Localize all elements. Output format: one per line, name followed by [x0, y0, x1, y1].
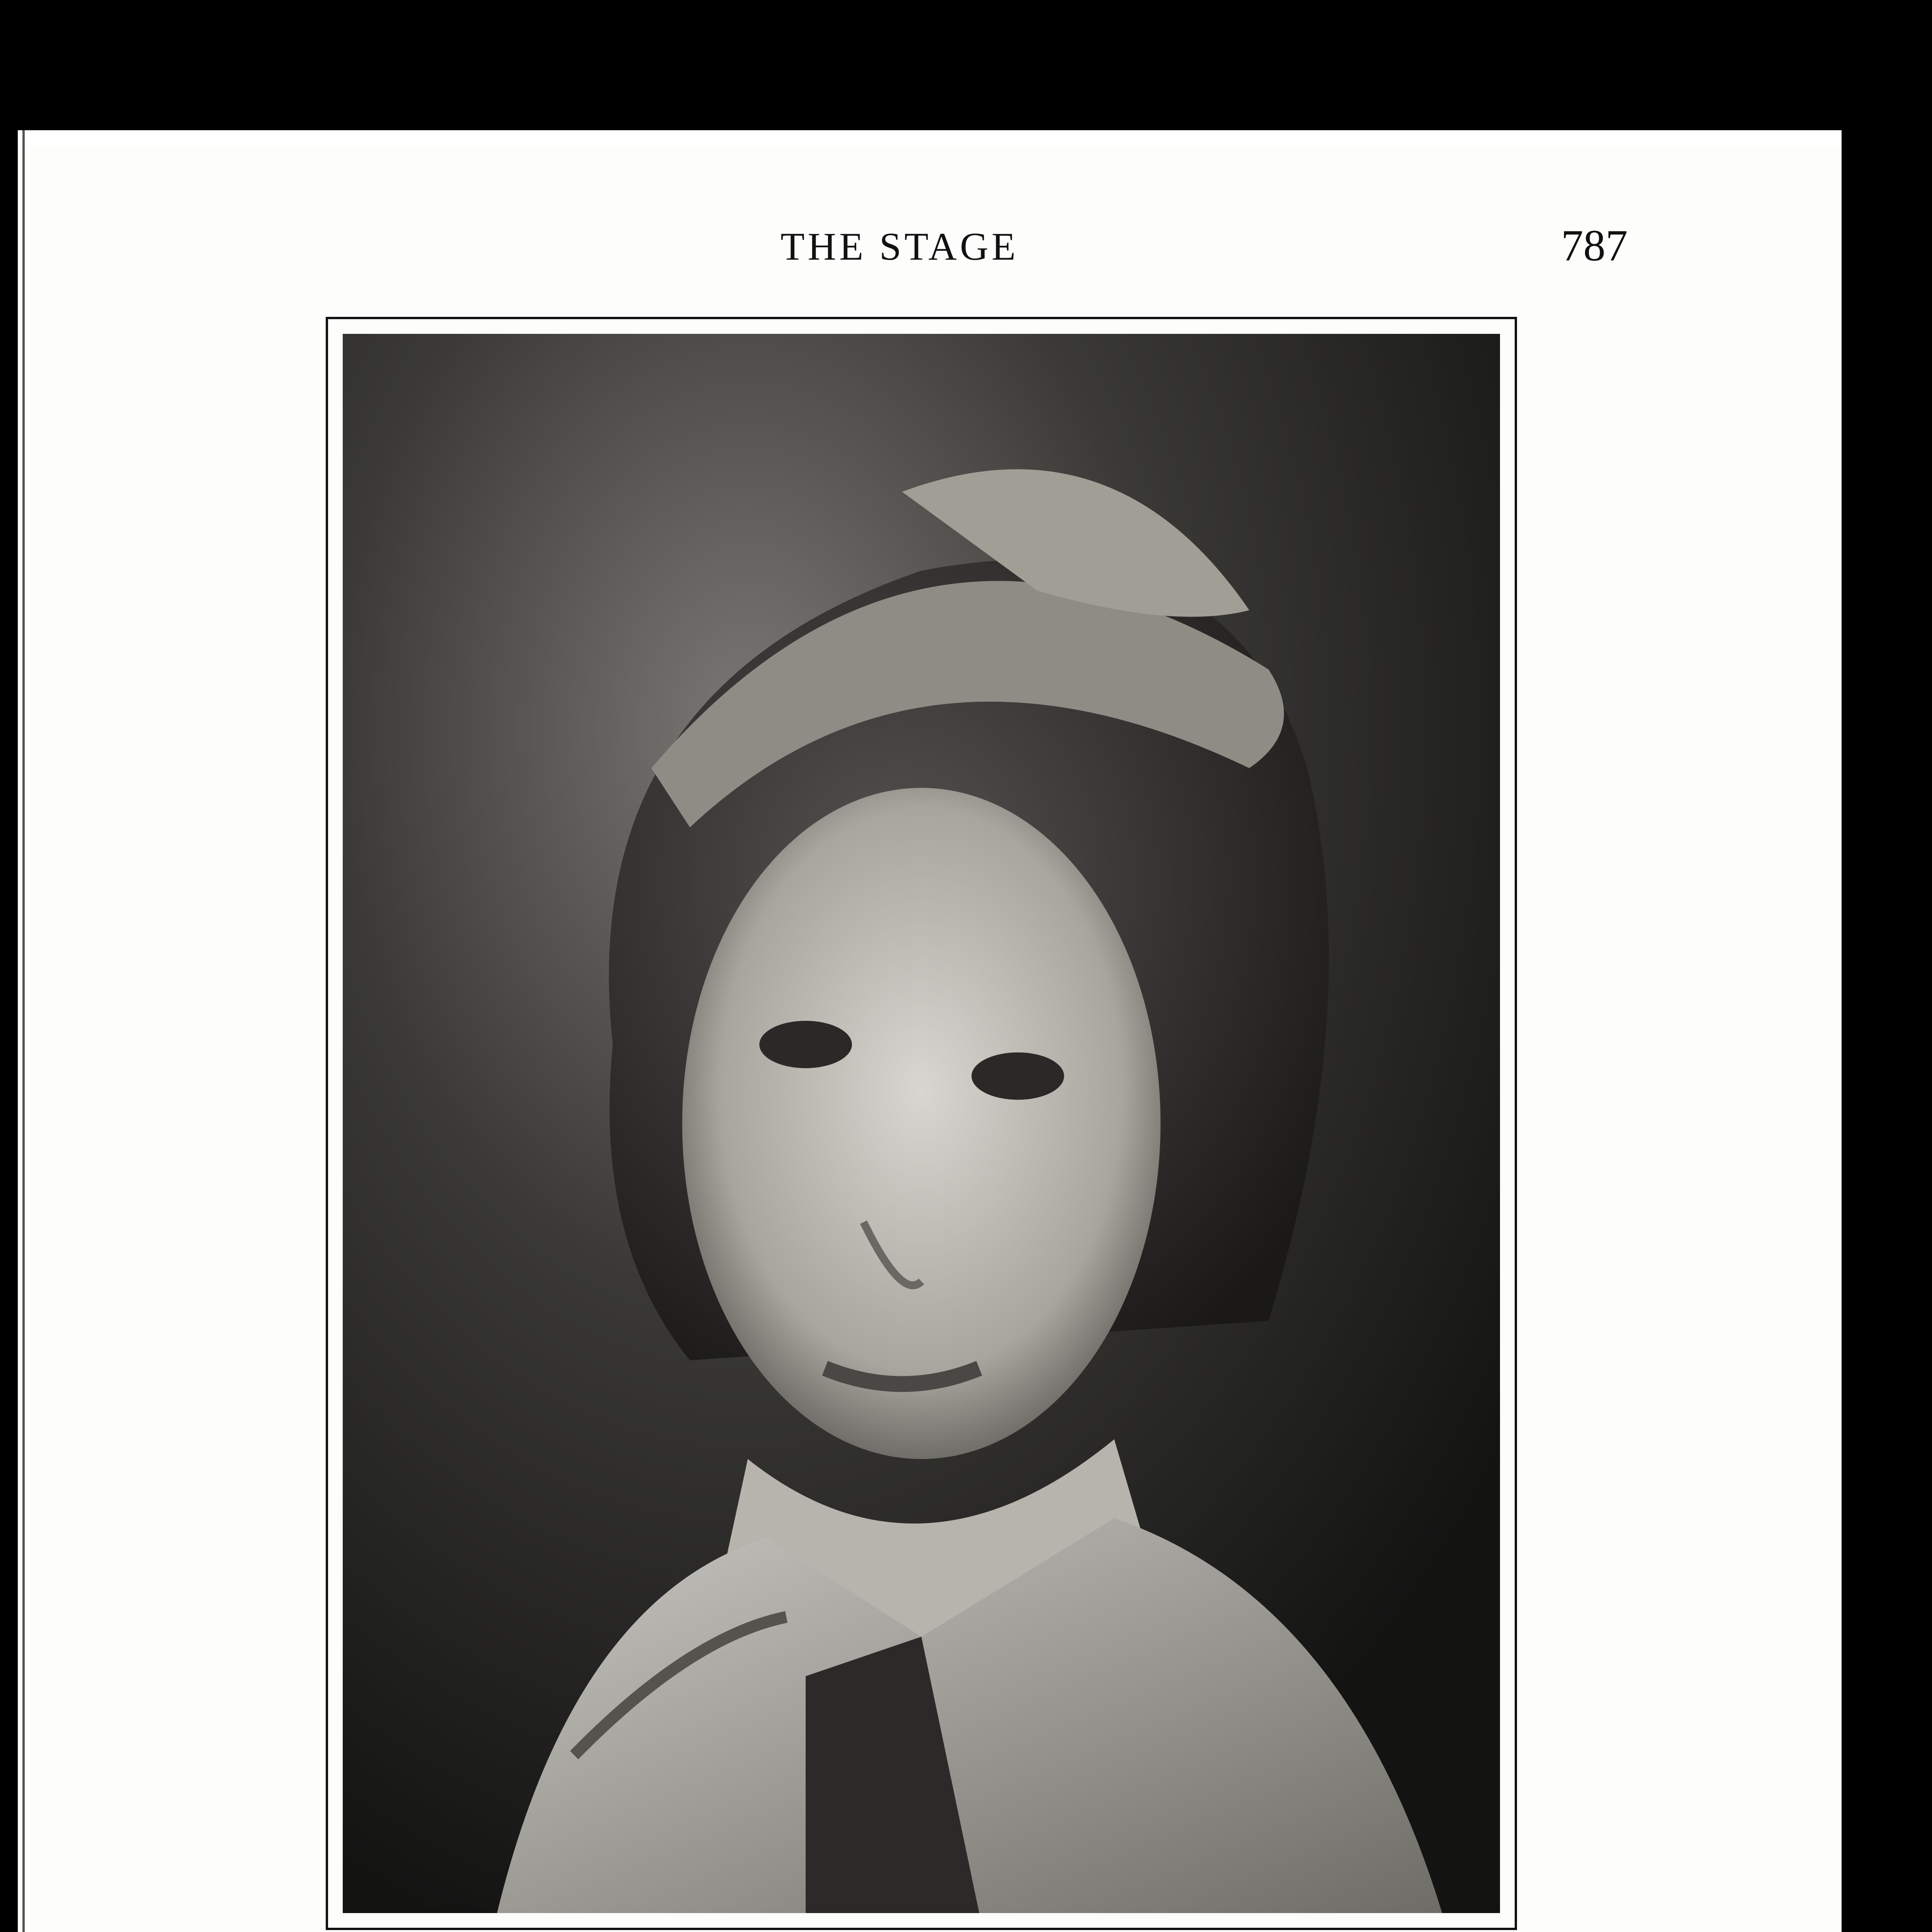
page-number: 787 — [1561, 221, 1628, 270]
portrait-photo-frame — [326, 317, 1517, 1930]
page-top-strip — [18, 130, 1842, 146]
running-head: THE STAGE — [781, 225, 1019, 269]
portrait-photo — [343, 334, 1500, 1913]
binding-edge — [22, 130, 25, 1932]
portrait-illustration — [343, 334, 1500, 1913]
